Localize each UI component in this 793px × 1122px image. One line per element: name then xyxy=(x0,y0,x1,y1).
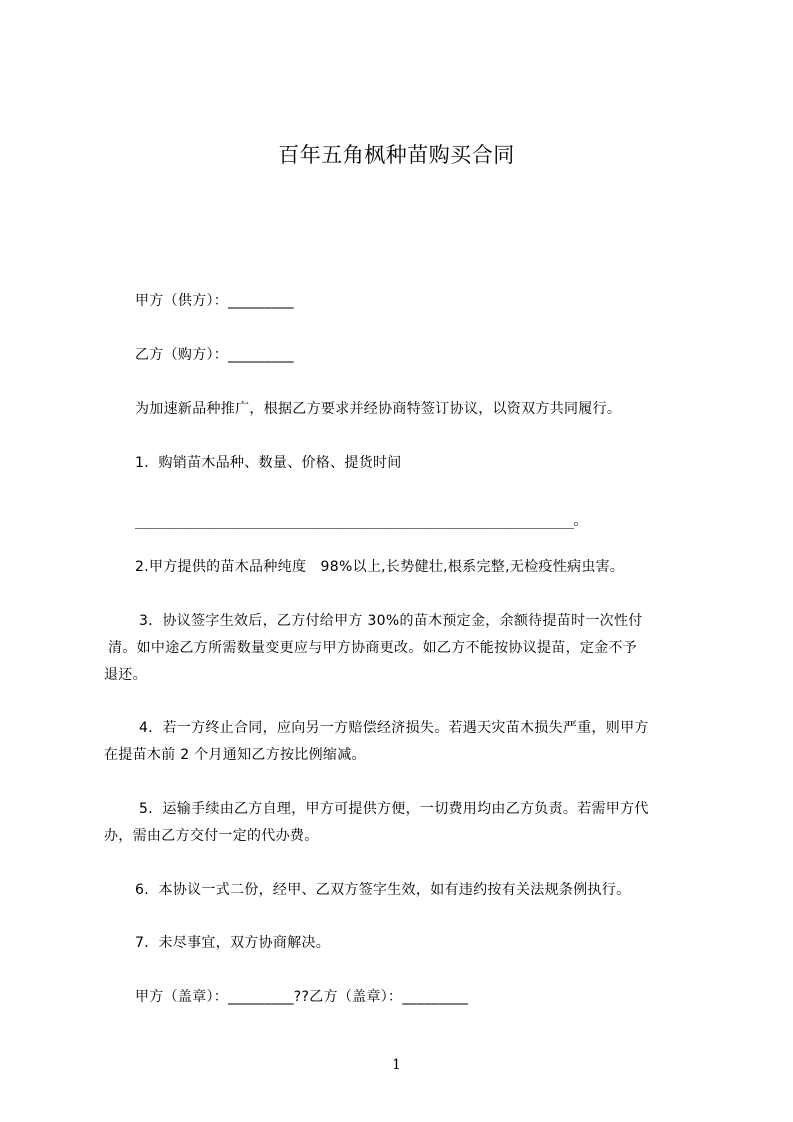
signature-line: 甲方（盖章）：_________??乙方（盖章）：_________ xyxy=(135,989,469,1005)
clause-3-line-3: 退还。 xyxy=(104,667,147,683)
clause-5-line-2: 办，需由乙方交付一定的代办费。 xyxy=(104,828,319,844)
preamble-text: 为加速新品种推广，根据乙方要求并经协商特签订协议，以资双方共同履行。 xyxy=(135,401,622,417)
clause-3-line-2: 清。如中途乙方所需数量变更应与甲方协商更改。如乙方不能按协议提苗，定金不予 xyxy=(108,640,638,656)
clause-5-line-1: 5．运输手续由乙方自理，甲方可提供方便，一切费用均由乙方负责。若需甲方代 xyxy=(139,801,649,817)
party-a-line: 甲方（供方）：_________ xyxy=(135,293,294,309)
clause-4-line-1: 4．若一方终止合同，应向另一方赔偿经济损失。若遇天灾苗木损失严重，则甲方 xyxy=(139,720,649,736)
document-title: 百年五角枫种苗购买合同 xyxy=(278,143,515,167)
clause-1-heading: 1．购销苗木品种、数量、价格、提货时间 xyxy=(135,455,402,471)
clause-3-line-1: 3．协议签字生效后，乙方付给甲方 30%的苗木预定金，余额待提苗时一次性付 xyxy=(139,613,643,629)
page-number: 1 xyxy=(392,1057,401,1073)
party-b-line: 乙方（购方）：_________ xyxy=(135,347,294,363)
clause-7-text: 7．未尽事宜，双方协商解决。 xyxy=(135,935,331,951)
clause-2-text: 2.甲方提供的苗木品种纯度 98%以上,长势健壮,根系完整,无检疫性病虫害。 xyxy=(135,559,625,575)
clause-1-blank-line: ________________________________________________________。 xyxy=(135,513,587,529)
clause-6-text: 6．本协议一式二份，经甲、乙双方签字生效，如有违约按有关法规条例执行。 xyxy=(135,882,631,898)
clause-4-line-2: 在提苗木前 2 个月通知乙方按比例缩减。 xyxy=(104,747,366,763)
